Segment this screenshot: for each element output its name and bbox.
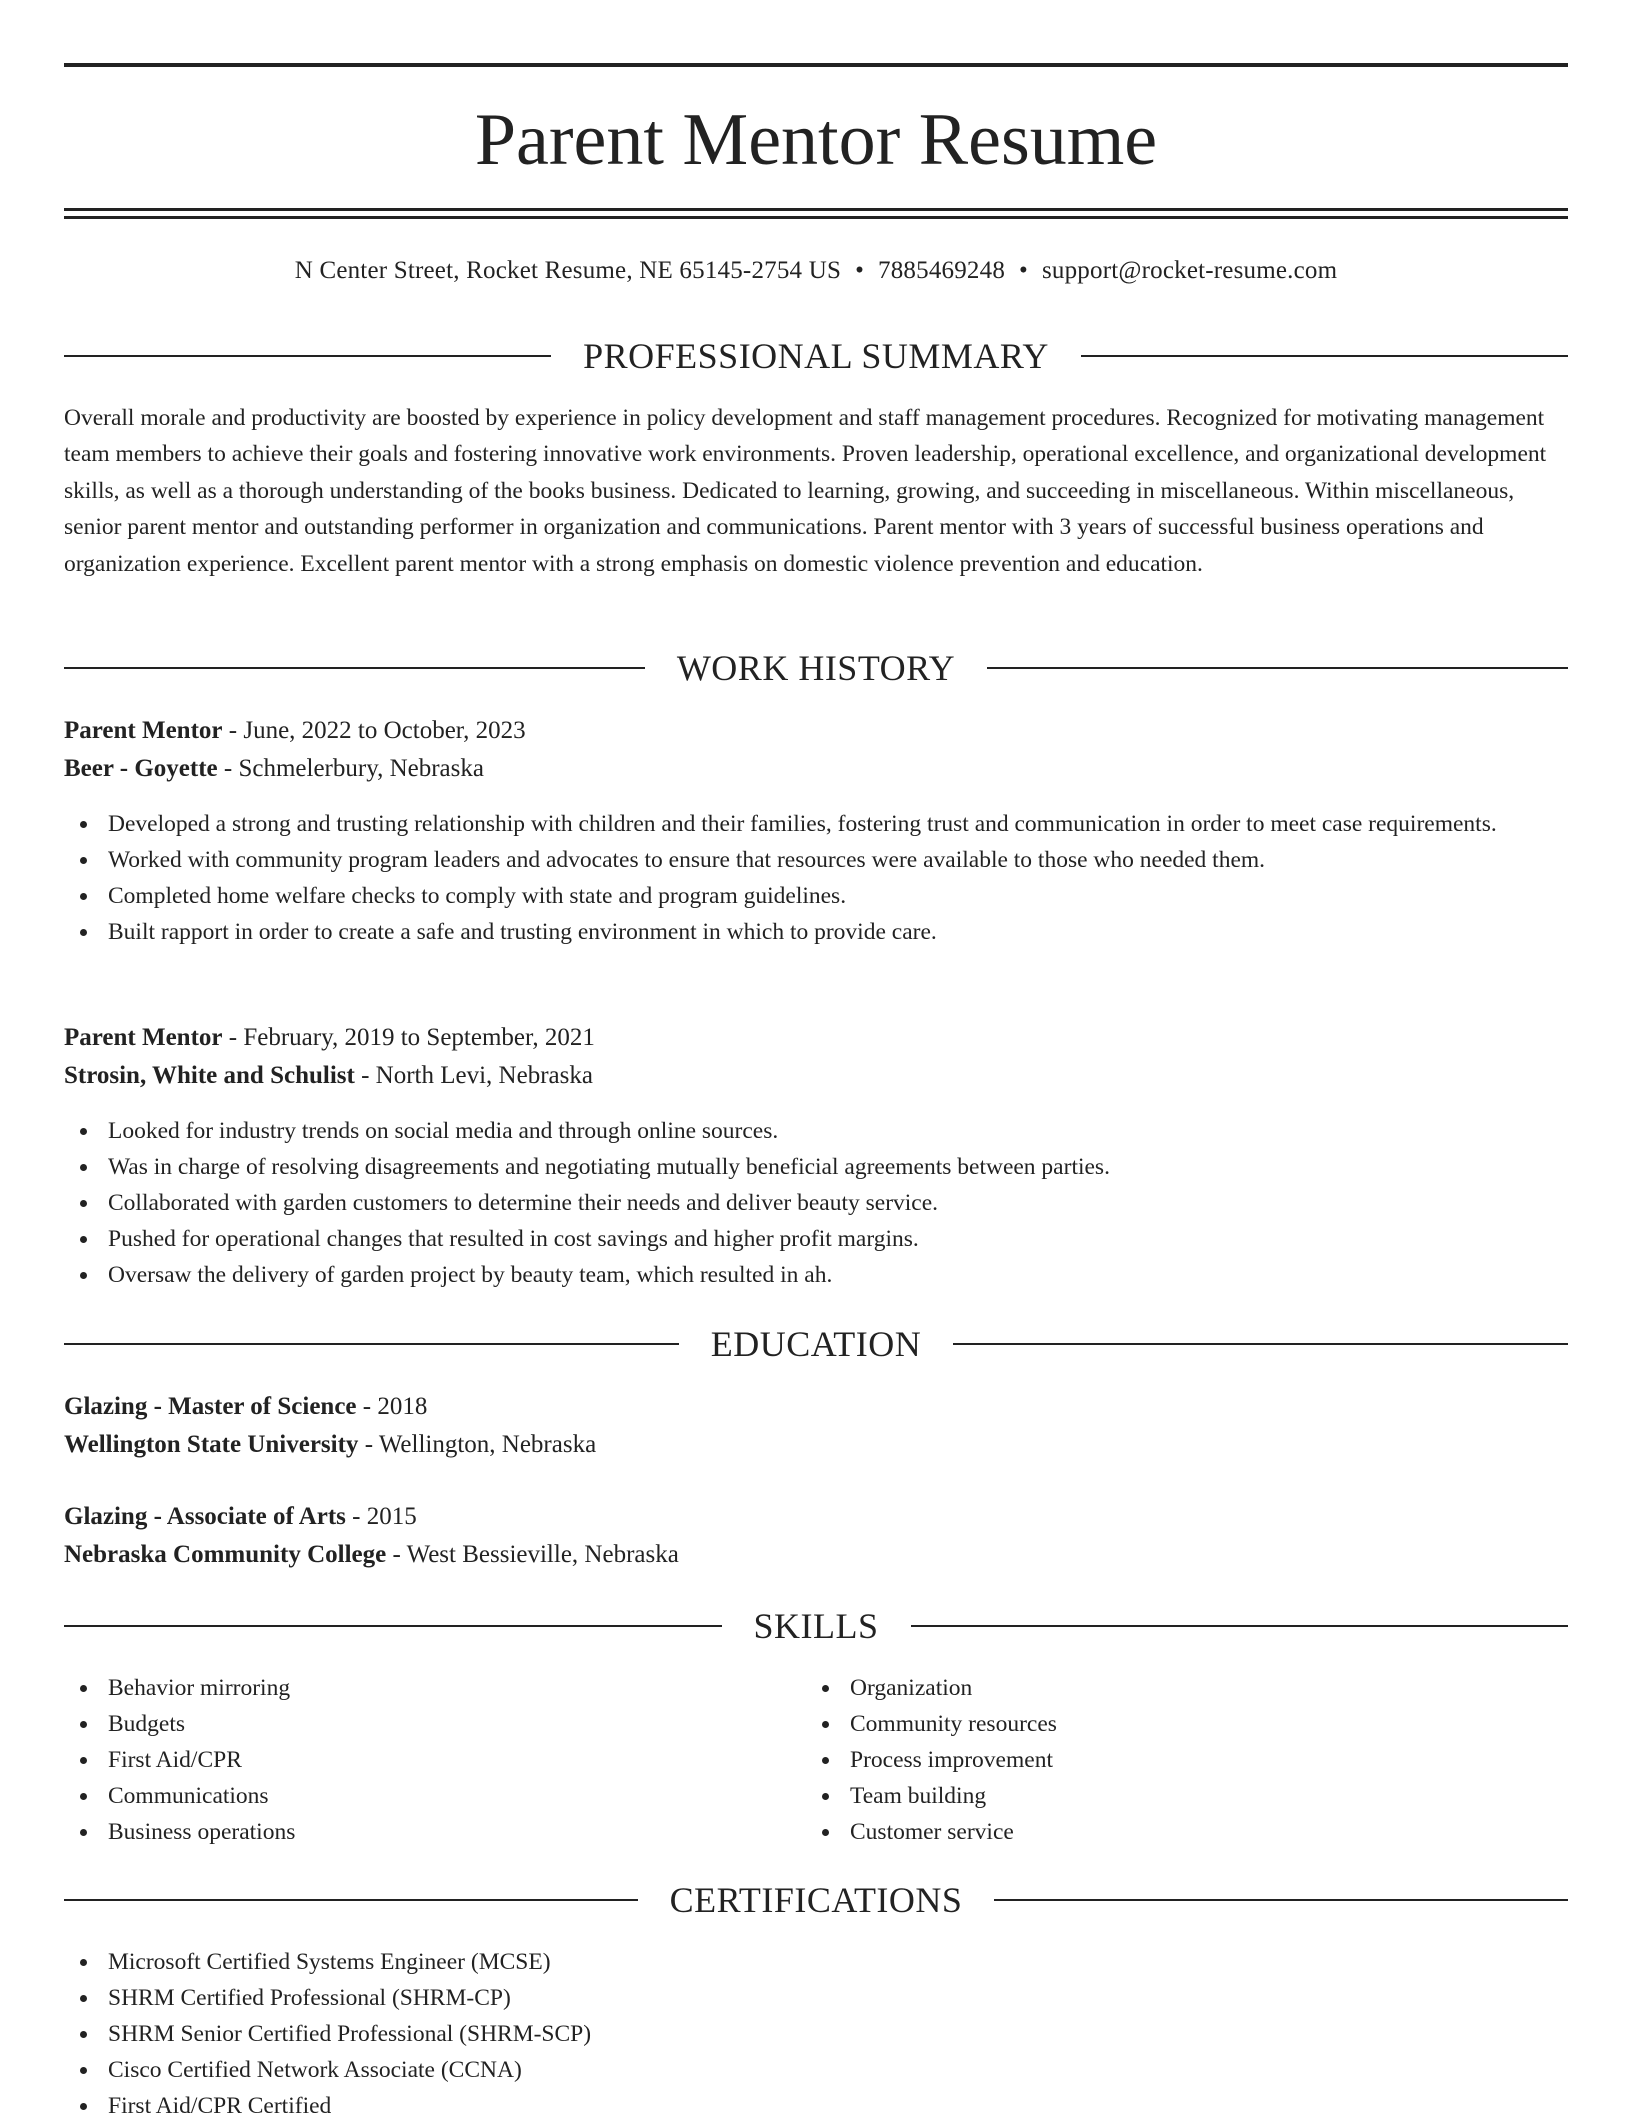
school-line: Nebraska Community College - West Bessieville, Nebraska (64, 1541, 679, 1568)
contact-address: N Center Street, Rocket Resume, NE 65145-2754 US (294, 257, 842, 284)
contact-phone: 7885469248 (878, 257, 1006, 284)
employer-line: Beer - Goyette - Schmelerbury, Nebraska (64, 755, 484, 782)
heading-rule (64, 1625, 722, 1627)
section-heading-certifications (64, 1878, 1568, 1922)
list-item: Looked for industry trends on social media and through online sources. (64, 1113, 1568, 1149)
education-entry (64, 1498, 1568, 1574)
list-item: Developed a strong and trusting relationship with children and their families, fostering trust and communication in order to meet case requirements. (64, 806, 1568, 842)
skills-list-right (806, 1670, 1632, 1850)
heading-rule (64, 1343, 679, 1345)
certification-item: SHRM Certified Professional (SHRM-CP) (64, 1980, 1568, 2016)
degree-year: 2018 (377, 1393, 428, 1420)
degree-line: Glazing - Master of Science - 2018 (64, 1393, 428, 1420)
employer-location: North Levi, Nebraska (375, 1062, 593, 1089)
skill-item: Behavior mirroring (64, 1670, 1568, 1706)
certification-item: First Aid/CPR Certified (64, 2088, 1568, 2124)
skill-item: First Aid/CPR (64, 1742, 1568, 1778)
heading-rule (64, 355, 551, 357)
section-title: CERTIFICATIONS (669, 1880, 963, 1920)
contact-line (0, 254, 1632, 288)
section-title: PROFESSIONAL SUMMARY (583, 336, 1049, 376)
title-rule-lower (64, 216, 1568, 219)
list-item: Collaborated with garden customers to determine their needs and deliver beauty service. (64, 1185, 1568, 1221)
job-duties-list (64, 806, 1568, 950)
list-item: Pushed for operational changes that resulted in cost savings and higher profit margins. (64, 1221, 1568, 1257)
heading-rule (64, 667, 645, 669)
certifications-list (64, 1944, 1568, 2124)
employer-location: Schmelerbury, Nebraska (238, 755, 484, 782)
section-title: EDUCATION (710, 1324, 922, 1364)
skill-item: Community resources (806, 1706, 1632, 1742)
section-heading-education (64, 1322, 1568, 1366)
school-location: West Bessieville, Nebraska (406, 1541, 679, 1568)
section-heading-skills (64, 1604, 1568, 1648)
summary-text: Overall morale and productivity are boosted by experience in policy development and staff management procedures. Recognized for motivating management team members to achieve their goals and fostering innovative work environments. Proven leadership, operational excellence, and organizational development skills, as well as a thorough understanding of the books business. Dedicated to learning, growing, and succeeding in miscellaneous. Within miscellaneous, senior parent mentor and outstanding performer in organization and communications. Parent mentor with 3 years of successful business operations and organization experience. Excellent parent mentor with a strong emphasis on domestic violence prevention and education. (64, 405, 1547, 577)
heading-rule (987, 667, 1568, 669)
list-item: Built rapport in order to create a safe and trusting environment in which to provide care. (64, 914, 1568, 950)
section-title: SKILLS (753, 1606, 879, 1646)
certification-item: Microsoft Certified Systems Engineer (MCSE) (64, 1944, 1568, 1980)
heading-rule (994, 1899, 1568, 1901)
degree-line: Glazing - Associate of Arts - 2015 (64, 1503, 417, 1530)
degree-name: Glazing - Associate of Arts (64, 1503, 346, 1530)
contact-separator: • (855, 257, 865, 284)
school-line: Wellington State University - Wellington, Nebraska (64, 1431, 597, 1458)
contact-separator: • (1019, 257, 1028, 284)
certification-item: Cisco Certified Network Associate (CCNA) (64, 2052, 1568, 2088)
page-title: Parent Mentor Resume (474, 99, 1158, 181)
top-rule (64, 63, 1568, 67)
job-dates: June, 2022 to October, 2023 (243, 717, 526, 744)
section-title: WORK HISTORY (676, 648, 956, 688)
job-title-line: Parent Mentor - June, 2022 to October, 2023 (64, 717, 526, 744)
skill-item: Organization (806, 1670, 1632, 1706)
contact-email: support@rocket-resume.com (1041, 257, 1338, 284)
skill-item: Business operations (64, 1814, 1568, 1850)
list-item: Oversaw the delivery of garden project by beauty team, which resulted in ah. (64, 1257, 1568, 1293)
job-role: Parent Mentor (64, 1024, 223, 1051)
skill-item: Budgets (64, 1706, 1568, 1742)
employer-name: Strosin, White and Schulist (64, 1062, 355, 1089)
skill-item: Customer service (806, 1814, 1632, 1850)
certification-item: SHRM Senior Certified Professional (SHRM-SCP) (64, 2016, 1568, 2052)
school-name: Wellington State University (64, 1431, 359, 1458)
list-item: Worked with community program leaders and advocates to ensure that resources were available to those who needed them. (64, 842, 1568, 878)
school-location: Wellington, Nebraska (378, 1431, 597, 1458)
school-name: Nebraska Community College (64, 1541, 387, 1568)
employer-name: Beer - Goyette (64, 755, 218, 782)
heading-rule (911, 1625, 1569, 1627)
work-entry-header (64, 1019, 1568, 1095)
skill-item: Team building (806, 1778, 1632, 1814)
degree-year: 2015 (366, 1503, 417, 1530)
list-item: Was in charge of resolving disagreements and negotiating mutually beneficial agreements between parties. (64, 1149, 1568, 1185)
job-role: Parent Mentor (64, 717, 223, 744)
title-rule-upper (64, 208, 1568, 211)
job-title-line: Parent Mentor - February, 2019 to September, 2021 (64, 1024, 595, 1051)
employer-line: Strosin, White and Schulist - North Levi, Nebraska (64, 1062, 593, 1089)
heading-rule (64, 1899, 638, 1901)
list-item: Completed home welfare checks to comply with state and program guidelines. (64, 878, 1568, 914)
skill-item: Communications (64, 1778, 1568, 1814)
heading-rule (1081, 355, 1568, 357)
skill-item: Process improvement (806, 1742, 1632, 1778)
education-entry (64, 1388, 1568, 1464)
degree-name: Glazing - Master of Science (64, 1393, 357, 1420)
section-heading-summary (64, 334, 1568, 378)
job-duties-list (64, 1113, 1568, 1293)
heading-rule (953, 1343, 1568, 1345)
work-entry-header (64, 712, 1568, 788)
job-dates: February, 2019 to September, 2021 (243, 1024, 595, 1051)
section-heading-work (64, 646, 1568, 690)
